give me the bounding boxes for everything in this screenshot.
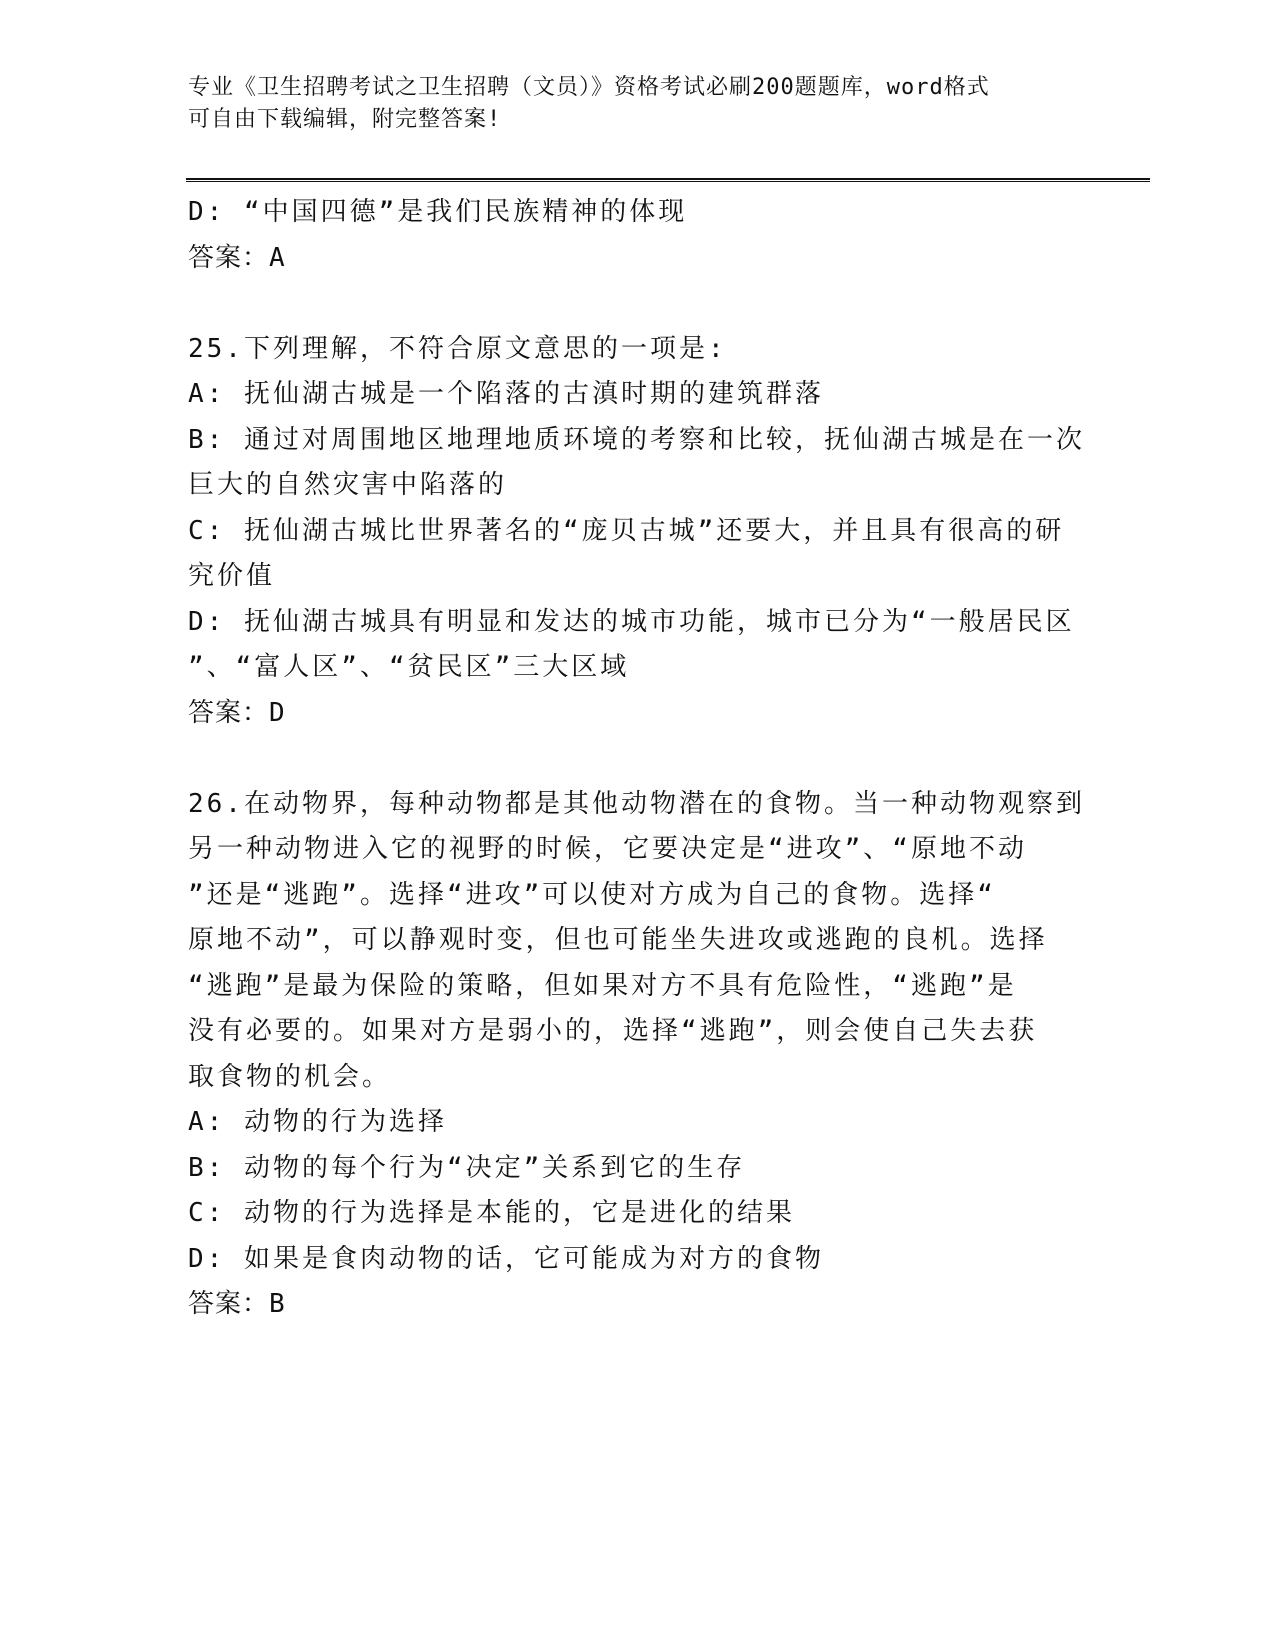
q26-stem-line6: 没有必要的。如果对方是弱小的，选择“逃跑”，则会使自己失去获 [188,1016,1038,1046]
q26-stem-line5: “逃跑”是最为保险的策略，但如果对方不具有危险性，“逃跑”是 [188,970,1017,1001]
q26-option-a: A: 动物的行为选择 [188,1107,447,1137]
document-body [188,190,1088,1328]
q26-stem-line2: 另一种动物进入它的视野的时候，它要决定是“进攻”、“原地不动 [188,834,1027,864]
q25-option-d-line1: D: 抚仙湖古城具有明显和发达的城市功能，城市已分为“一般居民区 [188,606,1075,637]
q26-stem-line3: ”还是“逃跑”。选择“进攻”可以使对方成为自己的食物。选择“ [188,879,996,910]
question-26 [188,782,1088,1328]
q26-option-d: D: 如果是食肉动物的话，它可能成为对方的食物 [188,1243,824,1274]
q25-option-a: A: 抚仙湖古城是一个陷落的古滇时期的建筑群落 [188,379,824,409]
q26-stem-line1: 26.在动物界，每种动物都是其他动物潜在的食物。当一种动物观察到 [188,788,1085,819]
spacer [188,281,1088,327]
q24-answer: 答案：A [188,242,286,273]
question-24-tail [188,190,1088,281]
q26-option-c: C: 动物的行为选择是本能的，它是进化的结果 [188,1198,795,1228]
q26-stem-line4: 原地不动”，可以静观时变，但也可能坐失进攻或逃跑的良机。选择 [188,925,1048,955]
q25-option-b-line1: B: 通过对周围地区地理地质环境的考察和比较，抚仙湖古城是在一次 [188,424,1085,455]
q26-stem-line7: 取食物的机会。 [188,1061,392,1092]
q25-option-b-line2: 巨大的自然灾害中陷落的 [188,470,508,500]
spacer [188,736,1088,782]
header-line-1: 专业《卫生招聘考试之卫生招聘（文员）》资格考试必刷200题题库，word格式 [188,75,990,100]
q25-option-c-line1: C: 抚仙湖古城比世界著名的“庞贝古城”还要大，并且具有很高的研 [188,515,1065,546]
header-line-2: 可自由下载编辑，附完整答案! [188,107,502,132]
q25-option-d-line2: ”、“富人区”、“贫民区”三大区域 [188,652,630,682]
header-divider [186,178,1150,182]
q24-option-d: D: “中国四德”是我们民族精神的体现 [188,197,688,227]
q26-option-b: B: 动物的每个行为“决定”关系到它的生存 [188,1152,746,1183]
q26-answer: 答案：B [188,1289,286,1319]
q25-stem: 25.下列理解，不符合原文意思的一项是: [188,333,727,364]
q25-option-c-line2: 究价值 [188,561,276,591]
question-25 [188,327,1088,737]
document-header [188,72,1088,136]
q25-answer: 答案：D [188,697,286,728]
